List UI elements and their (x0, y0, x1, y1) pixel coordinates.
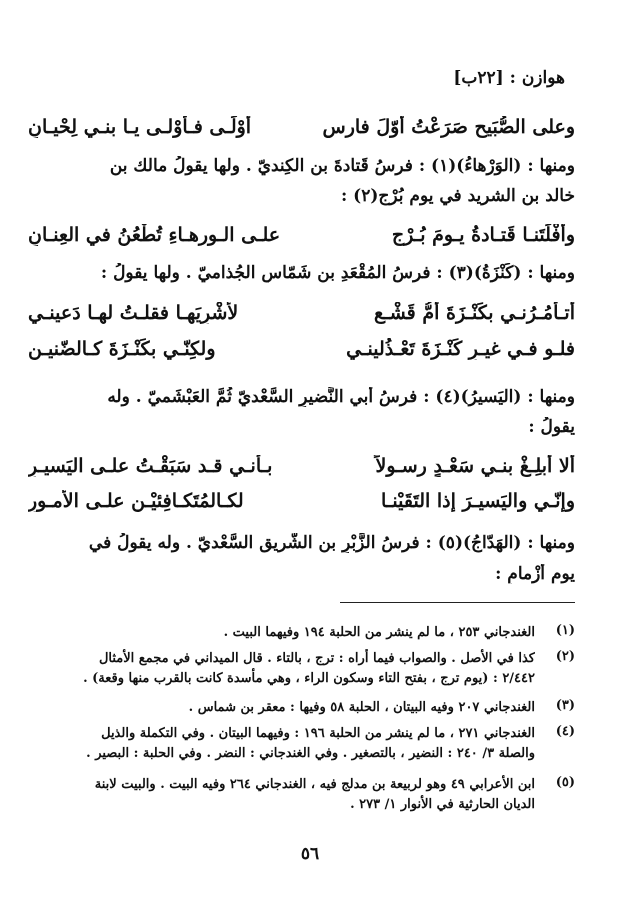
verse-first-hemistich: وأفْلَتَنـا قَتـادةُ يـومَ بُـرْجٍ (391, 224, 575, 246)
footnote-text (45, 623, 535, 643)
verse-first-hemistich: فلـو فـي غيـرِ كَنْـزَةَ تَعْـذُلينـي (346, 338, 575, 360)
footnote-text (45, 724, 535, 764)
footnote (45, 698, 575, 720)
verse-line (28, 490, 575, 520)
footnote (45, 775, 575, 819)
verse-first-hemistich: أتـأمُـرُنـي بكَنْـزَةَ أمُّ قَشْـعٍ (374, 302, 575, 324)
footnote (45, 649, 575, 693)
footnote-line: الديان الحارثية في الأنوار ١/ ٢٧٣ . (350, 797, 535, 812)
footnote-text (45, 775, 535, 815)
verse-line (28, 302, 575, 332)
page-number: ٥٦ (300, 844, 320, 864)
footnote (45, 724, 575, 768)
verse-second-hemistich: علـى الـورهـاءِ تُطْعُنُ في العِنـانِ (28, 224, 281, 246)
verse-second-hemistich: لأشْرِيَهـا فقلـتُ لهـا دَعينـي (28, 302, 239, 324)
verse-first-hemistich: وعلى الصُّبَيح صَرَعْتُ أوّلَ فارس (322, 116, 575, 138)
verse-second-hemistich: أوْلَـى فـأوْلـى يـا بنـي لِحْيـانِ (28, 116, 252, 138)
paragraph-line: خالد بن الشريد في يوم بُرْجٍ(٢) : (340, 186, 575, 206)
footnote-text (45, 649, 535, 689)
verse-line (28, 224, 575, 254)
page-header: هوازن : [٢٢ب] (453, 68, 565, 88)
footnote-separator (340, 602, 575, 603)
paragraph-line: ومنها : (الوَرْهاءُ)(١) : فرسُ قَتادةَ بن الكِنديّ . ولها يقولُ مالك بن (109, 156, 575, 176)
paragraph-line: ومنها : (الهَدّاجُ)(٥) : فرسُ الزَّبْرِ بن الشَّريقِ السَّعْديّ . وله يقولُ في (88, 533, 575, 553)
footnote-number: (٣) (555, 698, 575, 713)
footnote-line: والصلة ٣/ ٢٤٠ : النضير ، بالتصغير . وفي الغندجاني : النضر . وفي الحلبة : البصير . (86, 746, 535, 761)
footnote-number: (٢) (555, 649, 575, 664)
verse-line (28, 116, 575, 146)
footnote-line: الغندجاني ٢٥٣ ، ما لم ينشر من الحلبة ١٩٤ وفيهما البيت . (223, 625, 535, 640)
verse-second-hemistich: بـأنـي قـد سَبَقْـتُ علـى اليَسيـرِ (28, 455, 273, 477)
paragraph-line: يقولُ : (528, 417, 575, 437)
footnote (45, 623, 575, 645)
verse-first-hemistich: ألا أبلِـغْ بنـي سَعْـدٍ رسـولاً (375, 455, 575, 477)
paragraph-line: يومِ أزْمامٍ : (495, 564, 575, 584)
paragraph-line: ومنها : (كَنْزَةُ)(٣) : فرسُ المُقْعَدِ بن شَمّاسٍ الجُذاميّ . ولها يقولُ : (100, 263, 575, 283)
paragraph-line: ومنها : (اليَسيرُ)(٤) : فرسُ أبي النَّضيرِ السَّعْديّ ثُمَّ العَبْشَميّ . وله (107, 387, 575, 407)
footnote-line: كذا في الأصل . والصواب فيما أراه : ترج ، بالتاء . قال الميداني في مجمع الأمثال (98, 651, 535, 666)
footnote-number: (٤) (555, 724, 575, 739)
verse-second-hemistich: ولكِنّـي بكَنْـزَةَ كـالضّنيـنِ (28, 338, 216, 360)
footnote-line: ابن الأعرابي ٤٩ وهو لربيعة بن مدلج فيه ، الغندجاني ٢٦٤ وفيه البيت . والبيت لابنة (94, 777, 535, 792)
footnote-line: الغندجاني ٢٠٧ وفيه البيتان ، الحلبة ٥٨ وفيها : معقر بن شماس . (188, 700, 535, 715)
footnote-text (45, 698, 535, 718)
footnote-number: (١) (555, 623, 575, 638)
footnote-line: ٢/٤٤٢ : (يوم ترج ، بفتح التاء وسكون الراء ، وهي مأسدة كانت بالقرب منها وقعة) . (83, 671, 535, 686)
verse-line (28, 338, 575, 368)
verse-first-hemistich: وإنّـي واليَسيـرَ إذا التَقَيْنـا (381, 490, 575, 512)
verse-line (28, 455, 575, 485)
footnote-line: الغندجاني ٢٧١ ، ما لم ينشر من الحلبة ١٩٦ : وفيهما البيتان . وفي التكملة والذيل (101, 726, 535, 741)
verse-second-hemistich: لكـالمُتَكـافِئيْـنِ علـى الأمـورِ (28, 490, 244, 512)
footnote-number: (٥) (555, 775, 575, 790)
